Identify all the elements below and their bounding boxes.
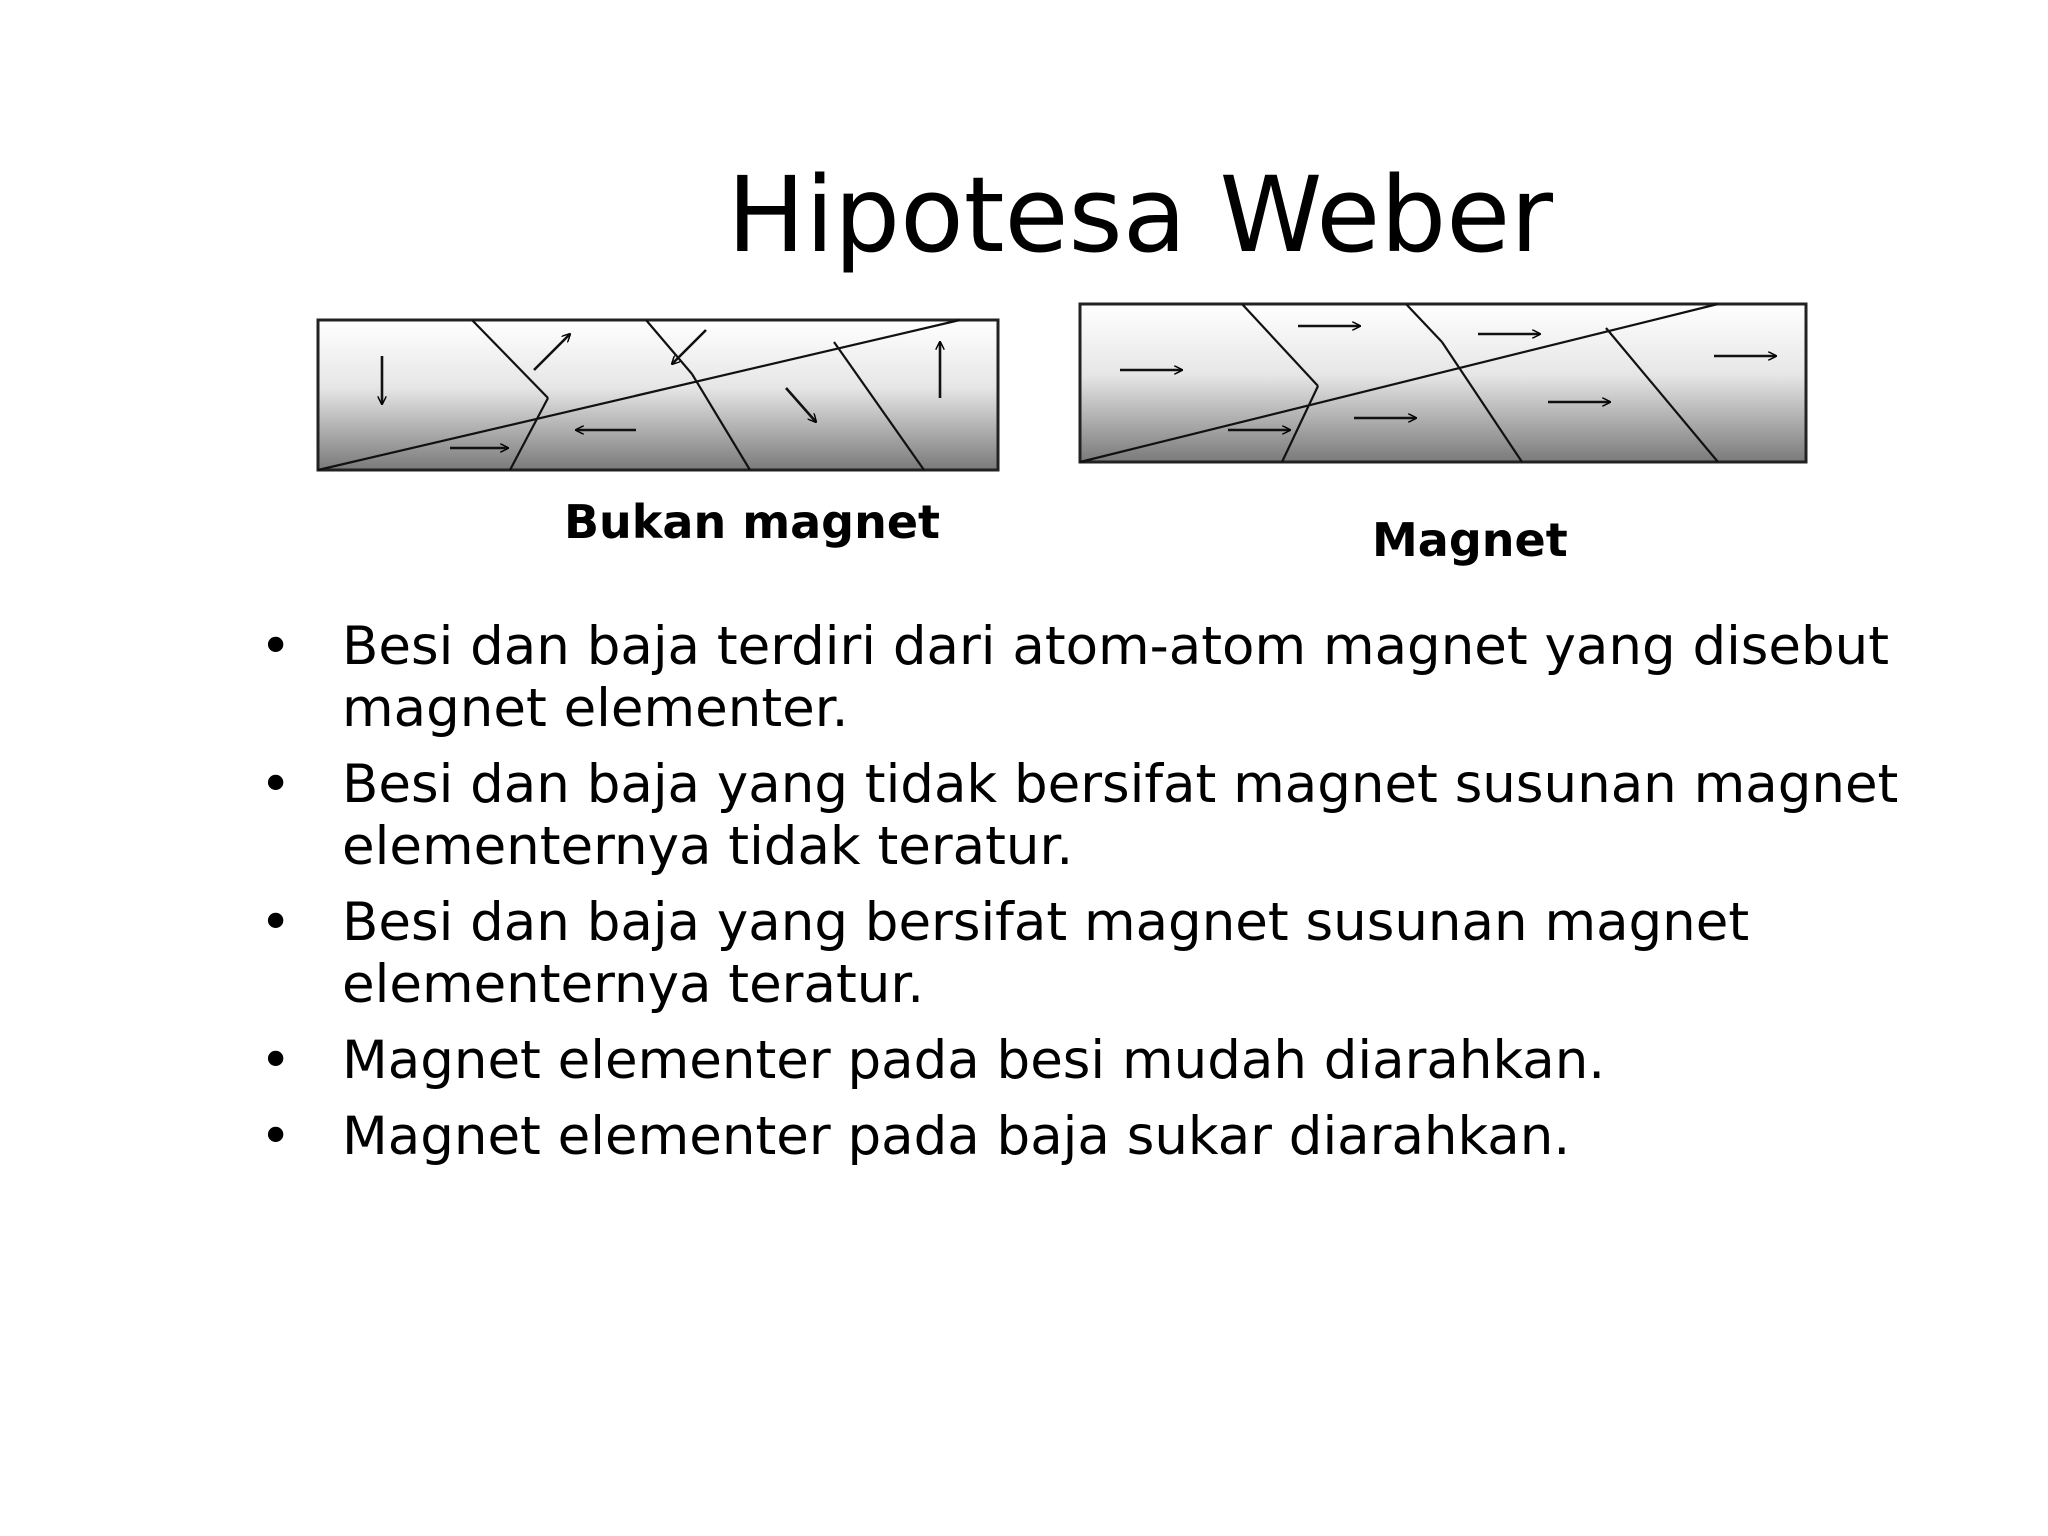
bullet-text: Besi dan baja terdiri dari atom-atom magnet yang disebut magnet elementer.	[342, 616, 1890, 739]
iron-bar	[318, 320, 998, 470]
bullet-item	[260, 1030, 2030, 1092]
caption-unmagnetized: Bukan magnet	[564, 495, 941, 549]
bullet-list	[260, 616, 2030, 1182]
bullet-text: Magnet elementer pada baja sukar diarahkan.	[342, 1106, 1571, 1167]
caption-magnetized: Magnet	[1372, 513, 1568, 567]
slide-title: Hipotesa Weber	[727, 154, 1553, 276]
bullet-icon: •	[260, 754, 292, 815]
bullet-item	[260, 754, 2030, 878]
bullet-text: Besi dan baja yang bersifat magnet susunan magnet elementernya teratur.	[342, 892, 1750, 1015]
domain-diagram-magnetized	[1078, 302, 1808, 466]
bullet-item	[260, 1106, 2030, 1168]
bullet-item	[260, 892, 2030, 1016]
bullet-icon: •	[260, 892, 292, 953]
bullet-text: Besi dan baja yang tidak bersifat magnet susunan magnet elementernya tidak teratur.	[342, 754, 1899, 877]
bullet-text: Magnet elementer pada besi mudah diarahkan.	[342, 1030, 1606, 1091]
domain-diagram-unmagnetized	[316, 318, 1000, 472]
bullet-icon: •	[260, 616, 292, 677]
bullet-icon: •	[260, 1106, 292, 1167]
bullet-item	[260, 616, 2030, 740]
bullet-icon: •	[260, 1030, 292, 1091]
